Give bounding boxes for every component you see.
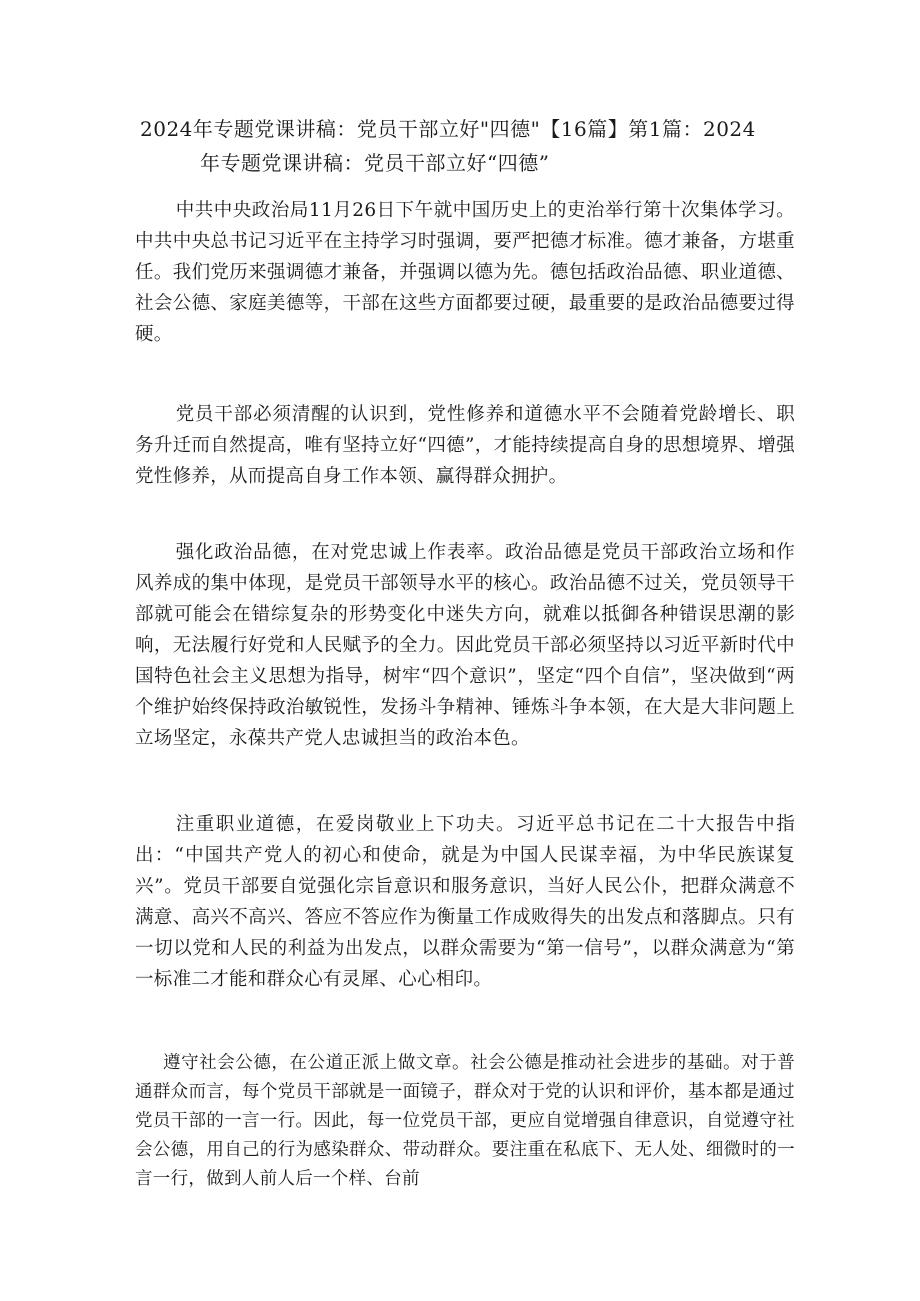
document-title — [140, 112, 800, 180]
paragraph-2: 党员干部必须清醒的认识到，党性修养和道德水平不会随着党龄增长、职务升迁而自然提高，唯有坚持立好“四德”，才能持续提高自身的思想境界、增强党性修养，从而提高自身工作本领、赢得群众拥护。 — [135, 403, 795, 487]
paragraph-1: 中共中央政治局11月26日下午就中国历史上的吏治举行第十次集体学习。中共中央总书记习近平在主持学习时强调，要严把德才标准。德才兼备，方堪重任。我们党历来强调德才兼备，并强调以德为先。德包括政治品德、职业道德、社会公德、家庭美德等，干部在这些方面都要过硬，最重要的是政治品德要过得硬。 — [135, 199, 795, 345]
title-line-1: 2024年专题党课讲稿：党员干部立好"四德"【16篇】第1篇：2024 — [140, 117, 756, 141]
paragraph-3: 强化政治品德，在对党忠诚上作表率。政治品德是党员干部政治立场和作风养成的集中体现，是党员干部领导水平的核心。政治品德不过关，党员领导干部就可能会在错综复杂的形势变化中迷失方向，就难以抵御各种错误思潮的影响，无法履行好党和人民赋予的全力。因此党员干部必须坚持以习近平新时代中国特色社会主义思想为指导，树牢“四个意识”，坚定“四个自信”，坚决做到“两个维护始终保持政治敏锐性，发扬斗争精神、锤炼斗争本领，在大是大非问题上立场坚定，永葆共产党人忠诚担当的政治本色。 — [135, 541, 795, 749]
paragraph-5: 遵守社会公德，在公道正派上做文章。社会公德是推动社会进步的基础。对于普通群众而言，每个党员干部就是一面镜子，群众对于党的认识和评价，基本都是通过党员干部的一言一行。因此，每一位党员干部，更应自觉增强自律意识，自觉遵守社会公德，用自己的行为感染群众、带动群众。要注重在私底下、无人处、细微时的一言一行，做到人前人后一个样、台前 — [135, 1052, 795, 1189]
paragraph-4: 注重职业道德，在爱岗敬业上下功夫。习近平总书记在二十大报告中指出：“中国共产党人的初心和使命，就是为中国人民谋幸福，为中华民族谋复兴”。党员干部要自觉强化宗旨意识和服务意识，当好人民公仆，把群众满意不满意、高兴不高兴、答应不答应作为衡量工作成败得失的出发点和落脚点。只有一切以党和人民的利益为出发点，以群众需要为“第一信号”，以群众满意为“第一标准二才能和群众心有灵犀、心心相印。 — [135, 813, 795, 990]
title-line-2: 年专题党课讲稿：党员干部立好“四德” — [200, 151, 550, 175]
